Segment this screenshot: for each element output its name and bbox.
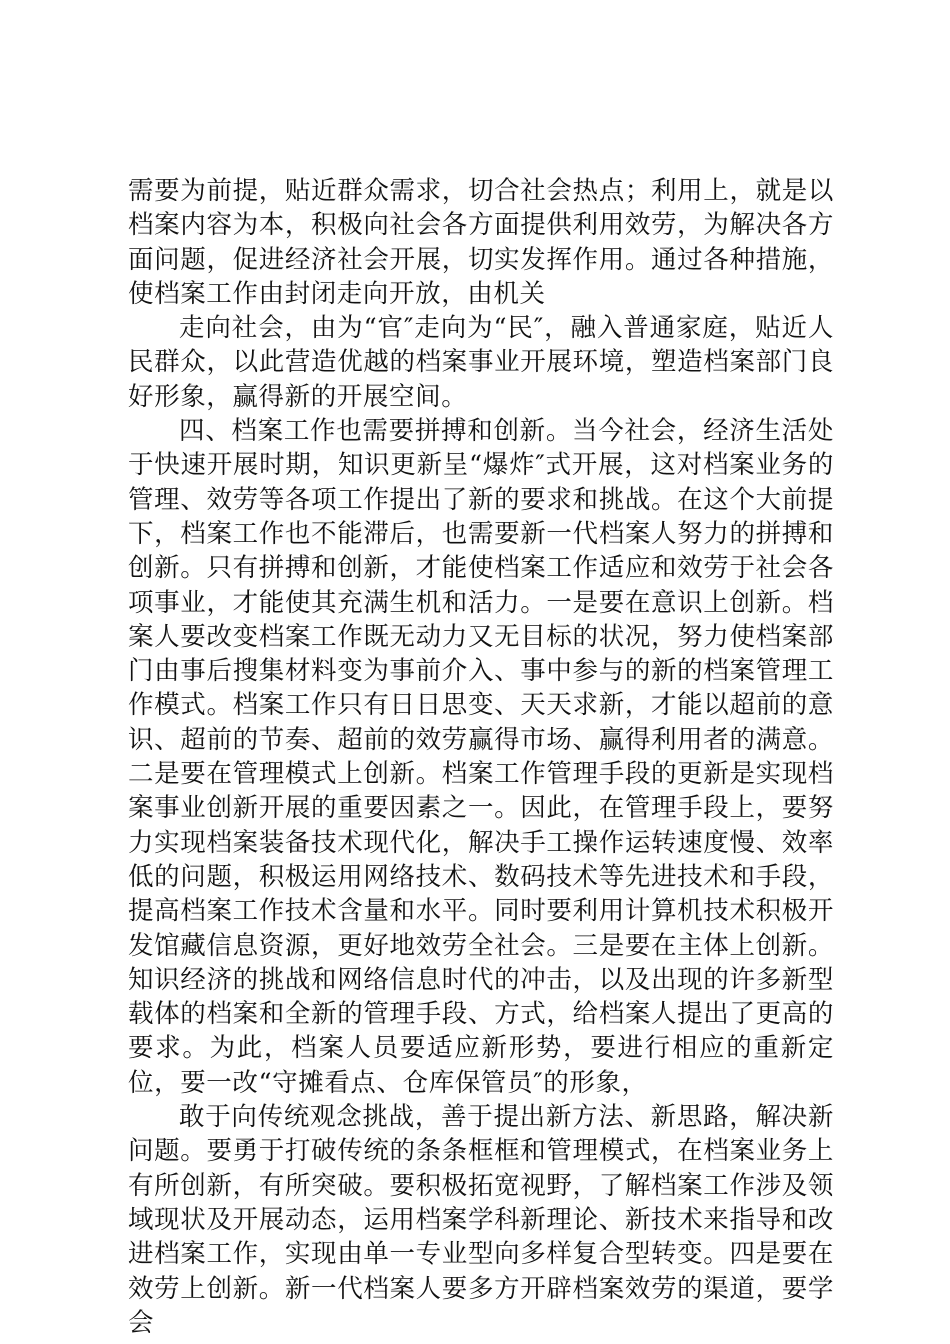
paragraph-3: 四、档案工作也需要拼搏和创新。当今社会，经济生活处于快速开展时期，知识更新呈“爆炸″式开展，这对档案业务的管理、效劳等各项工作提出了新的要求和挑战。在这个大前提下，档案工作也不能滞后，也需要新一代档案人努力的拼搏和创新。只有拼搏和创新，才能使档案工作适应和效劳于社会各项事业，才能使其充满生机和活力。一是要在意识上创新。档案人要改变档案工作既无动力又无目标的状况，努力使档案部门由事后搜集材料变为事前介入、事中参与的新的档案管理工作模式。档案工作只有日日思变、天天求新，才能以超前的意识、超前的节奏、超前的效劳赢得市场、赢得利用者的满意。二是要在管理模式上创新。档案工作管理手段的更新是实现档案事业创新开展的重要因素之一。因此，在管理手段上，要努力实现档案装备技术现代化，解决手工操作运转速度慢、效率低的问题，积极运用网络技术、数码技术等先进技术和手段，提高档案工作技术含量和水平。同时要利用计算机技术积极开发馆藏信息资源，更好地效劳全社会。三是要在主体上创新。知识经济的挑战和网络信息时代的冲击，以及出现的许多新型载体的档案和全新的管理手段、方式，给档案人提出了更高的要求。为此，档案人员要适应新形势，要进行相应的重新定位，要一改“守摊看点、仓库保管员″的形象， (128, 416, 834, 1098)
paragraph-4: 敢于向传统观念挑战，善于提出新方法、新思路，解决新问题。要勇于打破传统的条条框框和管理模式，在档案业务上有所创新，有所突破。要积极拓宽视野，了解档案工作涉及领域现状及开展动态，运用档案学科新理论、新技术来指导和改进档案工作，实现由单一专业型向多样复合型转变。四是要在效劳上创新。新一代档案人要多方开辟档案效劳的渠道，要学会 (128, 1102, 834, 1338)
paragraph-2: 走向社会，由为“官″走向为“民″，融入普通家庭，贴近人民群众，以此营造优越的档案事业开展环境，塑造档案部门良好形象，赢得新的开展空间。 (128, 313, 834, 412)
paragraph-1: 需要为前提，贴近群众需求，切合社会热点；利用上，就是以档案内容为本，积极向社会各方面提供利用效劳，为解决各方面问题，促进经济社会开展，切实发挥作用。通过各种措施，使档案工作由封闭走向开放，由机关 (128, 176, 834, 309)
document-body (128, 174, 834, 1340)
